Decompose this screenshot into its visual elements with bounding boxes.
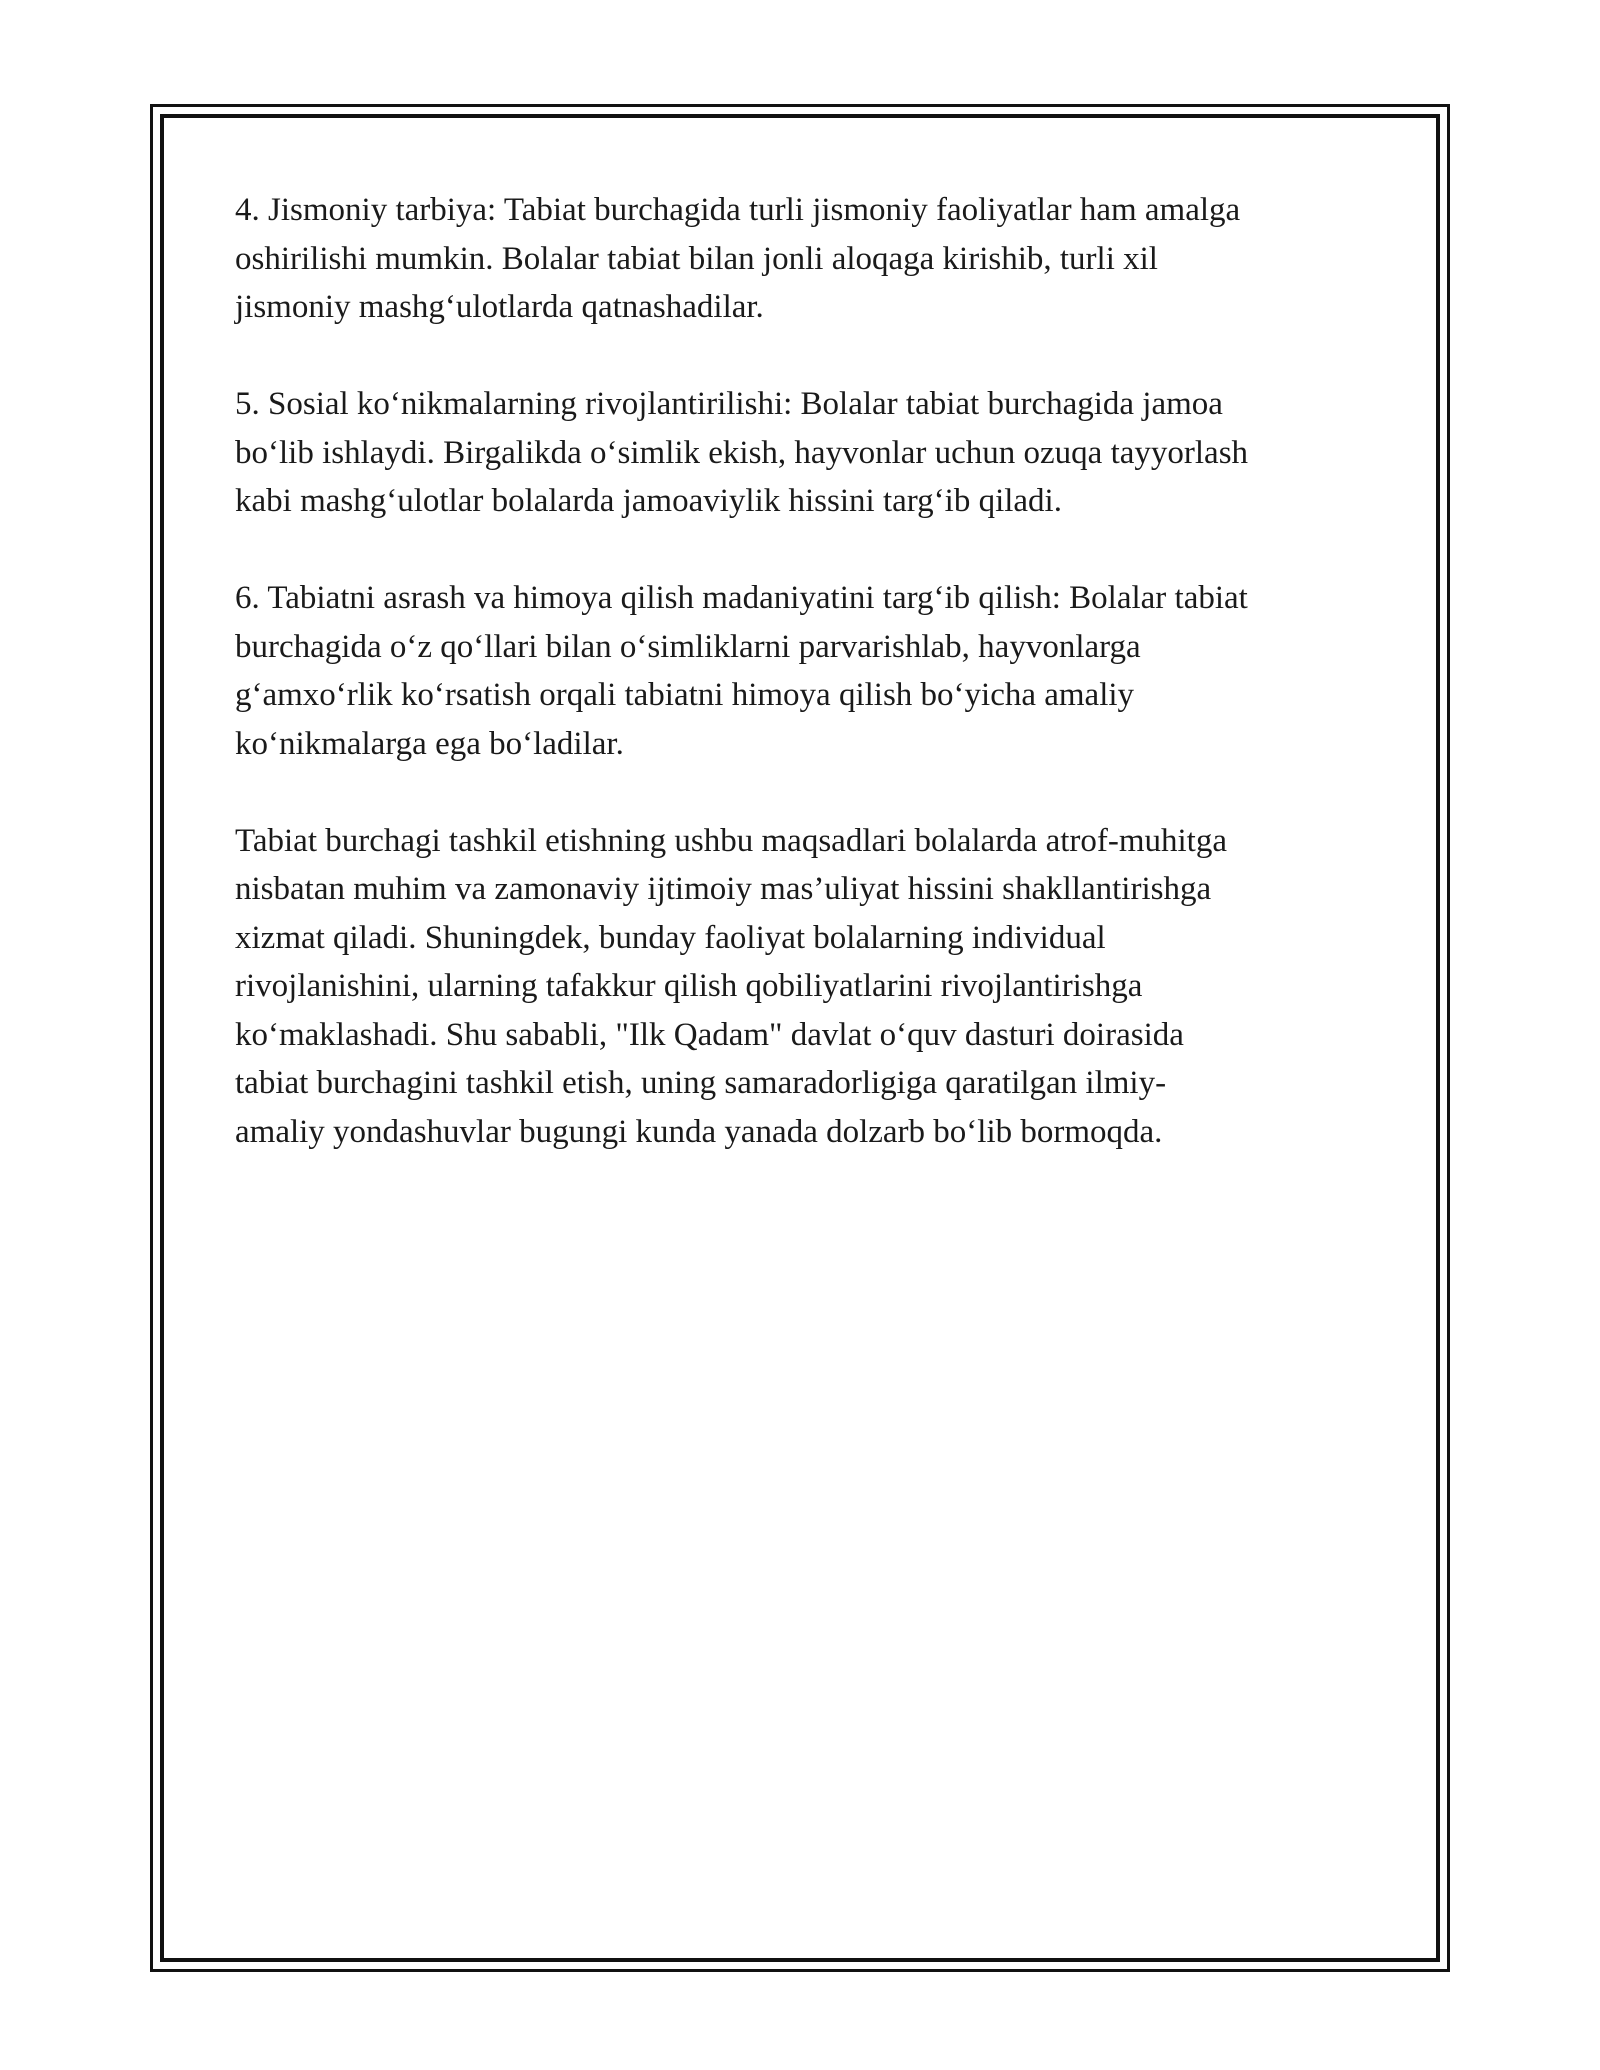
- paragraph-social-skills: [235, 380, 1375, 526]
- text-line: 5. Sosial ko‘nikmalarning rivojlantirilishi: Bolalar tabiat burchagida jamoa: [235, 386, 1223, 422]
- text-line: 6. Tabiatni asrash va himoya qilish madaniyatini targ‘ib qilish: Bolalar tabiat: [235, 580, 1248, 616]
- text-line: kabi mashg‘ulotlar bolalarda jamoaviylik hissini targ‘ib qiladi.: [235, 483, 1062, 519]
- text-line: oshirilishi mumkin. Bolalar tabiat bilan jonli aloqaga kirishib, turli xil: [235, 240, 1158, 277]
- text-line: ko‘nikmalarga ega bo‘ladilar.: [235, 725, 624, 762]
- text-line: xizmat qiladi. Shuningdek, bunday faoliyat bolalarning individual: [235, 919, 1106, 956]
- text-line: nisbatan muhim va zamonaviy ijtimoiy mas’uliyat hissini shakllantirishga: [235, 871, 1212, 907]
- document-body: [235, 186, 1375, 1205]
- text-line: ko‘maklashadi. Shu sababli, "Ilk Qadam" davlat o‘quv dasturi doirasida: [235, 1016, 1184, 1053]
- text-line: burchagida o‘z qo‘llari bilan o‘simliklarni parvarishlab, hayvonlarga: [235, 628, 1141, 665]
- paragraph-nature-protection: [235, 574, 1375, 768]
- paragraph-conclusion: [235, 817, 1375, 1157]
- text-line: tabiat burchagini tashkil etish, uning samaradorligiga qaratilgan ilmiy-: [235, 1065, 1167, 1101]
- text-line: bo‘lib ishlaydi. Birgalikda o‘simlik ekish, hayvonlar uchun ozuqa tayyorlash: [235, 434, 1249, 471]
- text-line: g‘amxo‘rlik ko‘rsatish orqali tabiatni himoya qilish bo‘yicha amaliy: [235, 677, 1135, 713]
- text-line: rivojlanishini, ularning tafakkur qilish qobiliyatlarini rivojlantirishga: [235, 968, 1143, 1004]
- text-line: amaliy yondashuvlar bugungi kunda yanada dolzarb bo‘lib bormoqda.: [235, 1113, 1163, 1150]
- text-line: jismoniy mashg‘ulotlarda qatnashadilar.: [235, 289, 764, 325]
- text-line: Tabiat burchagi tashkil etishning ushbu maqsadlari bolalarda atrof-muhitga: [235, 822, 1227, 859]
- paragraph-physical-education: [235, 186, 1375, 332]
- text-line: 4. Jismoniy tarbiya: Tabiat burchagida turli jismoniy faoliyatlar ham amalga: [235, 192, 1241, 228]
